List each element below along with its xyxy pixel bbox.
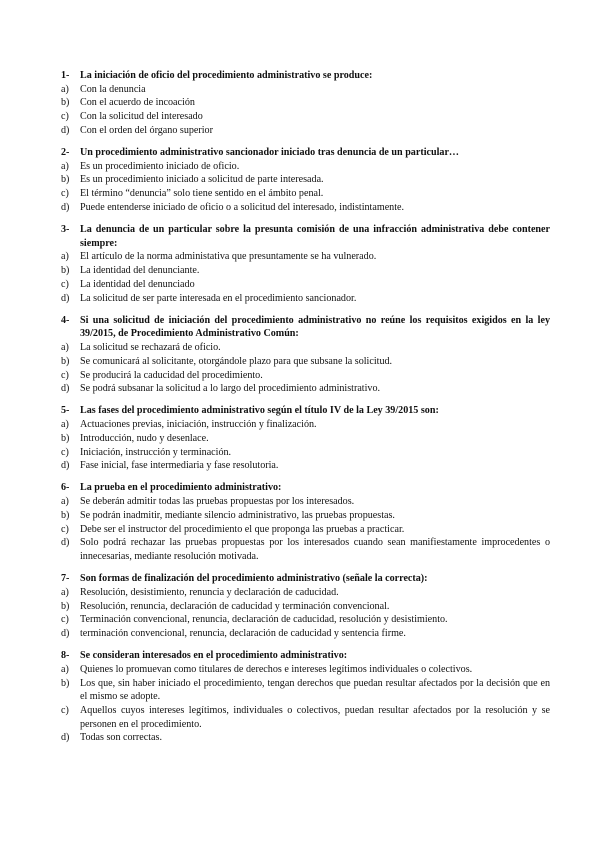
question-block — [61, 314, 550, 396]
option-letter: c) — [61, 446, 69, 458]
option-text: Debe ser el instructor del procedimiento el que proponga las pruebas a practicar. — [80, 523, 405, 535]
question-text: Las fases del procedimiento administrativo según el título IV de la Ley 39/2015 son: — [80, 405, 439, 417]
question-text: La denuncia de un particular sobre la presunta comisión de una infracción administrativa debe contener siempre: — [80, 224, 550, 249]
question-block — [61, 649, 550, 745]
question-heading — [61, 69, 550, 83]
option-text: Quienes lo promuevan como titulares de derechos e intereses legítimos individuales o colectivos. — [80, 663, 473, 675]
option-letter: c) — [61, 369, 69, 381]
option-letter: a) — [61, 663, 69, 675]
answer-option — [61, 459, 550, 473]
question-block — [61, 572, 550, 641]
question-block — [61, 481, 550, 563]
option-text: Se comunicará al solicitante, otorgándole plazo para que subsane la solicitud. — [80, 355, 393, 367]
answer-option — [61, 341, 550, 355]
option-letter: c) — [61, 111, 69, 123]
answer-option — [61, 627, 550, 641]
option-letter: b) — [61, 677, 70, 689]
question-number: 7- — [61, 573, 70, 585]
question-heading — [61, 649, 550, 663]
option-letter: d) — [61, 628, 70, 640]
answer-option — [61, 731, 550, 745]
option-letter: a) — [61, 419, 69, 431]
answer-option — [61, 201, 550, 215]
question-text: Se consideran interesados en el procedimiento administrativo: — [80, 650, 348, 662]
question-heading — [61, 572, 550, 586]
option-text: La solicitud de ser parte interesada en el procedimiento sancionador. — [80, 292, 357, 304]
answer-option — [61, 250, 550, 264]
option-text: La solicitud se rechazará de oficio. — [80, 342, 221, 354]
option-text: Todas son correctas. — [80, 732, 162, 744]
option-text: Puede entenderse iniciado de oficio o a solicitud del interesado, indistintamente. — [80, 201, 405, 213]
question-heading — [61, 223, 550, 250]
question-block — [61, 223, 550, 305]
answer-option — [61, 160, 550, 174]
question-text: Son formas de finalización del procedimiento administrativo (señale la correcta): — [80, 573, 428, 585]
option-letter: b) — [61, 509, 70, 521]
option-text: Se producirá la caducidad del procedimiento. — [80, 369, 263, 381]
answer-option — [61, 278, 550, 292]
option-letter: a) — [61, 160, 69, 172]
question-number: 3- — [61, 224, 70, 236]
option-letter: d) — [61, 292, 70, 304]
option-letter: b) — [61, 174, 70, 186]
option-letter: c) — [61, 705, 69, 717]
option-text: Resolución, desistimiento, renuncia y declaración de caducidad. — [80, 586, 339, 598]
answer-option — [61, 613, 550, 627]
option-text: Con la solicitud del interesado — [80, 111, 203, 123]
option-letter: d) — [61, 201, 70, 213]
question-number: 4- — [61, 314, 70, 326]
option-text: La identidad del denunciado — [80, 278, 195, 290]
answer-option — [61, 124, 550, 138]
question-heading — [61, 481, 550, 495]
option-text: La identidad del denunciante. — [80, 265, 200, 277]
option-text: El término “denuncia” solo tiene sentido en el ámbito penal. — [80, 188, 324, 200]
option-text: Se podrá subsanar la solicitud a lo largo del procedimiento administrativo. — [80, 383, 381, 395]
answer-option — [61, 418, 550, 432]
question-text: Si una solicitud de iniciación del procedimiento administrativo no reúne los requisitos exigidos en la ley 39/2015, de Procedimiento Administrativo Común: — [80, 314, 550, 340]
answer-option — [61, 704, 550, 731]
answer-option — [61, 173, 550, 187]
option-letter: c) — [61, 614, 69, 626]
option-letter: a) — [61, 83, 69, 95]
option-letter: d) — [61, 383, 70, 395]
option-letter: d) — [61, 537, 70, 549]
question-number: 1- — [61, 70, 70, 81]
answer-option — [61, 432, 550, 446]
question-number: 8- — [61, 650, 70, 662]
option-letter: b) — [61, 97, 70, 109]
option-letter: c) — [61, 523, 69, 535]
answer-option — [61, 586, 550, 600]
question-heading — [61, 404, 550, 418]
answer-option — [61, 355, 550, 369]
answer-option — [61, 96, 550, 110]
question-block — [61, 69, 550, 138]
option-letter: b) — [61, 432, 70, 444]
option-letter: d) — [61, 460, 70, 472]
answer-option — [61, 382, 550, 396]
option-text: Solo podrá rechazar las pruebas propuestas por los interesados cuando sean manifiestamente improcedentes o innecesarias, mediante resolución motivada. — [80, 537, 550, 562]
option-letter: b) — [61, 600, 70, 612]
question-heading — [61, 146, 550, 160]
option-letter: a) — [61, 586, 69, 598]
answer-option — [61, 369, 550, 383]
option-text: Se deberán admitir todas las pruebas propuestas por los interesados. — [80, 496, 355, 508]
option-text: El artículo de la norma administativa que presuntamente se ha vulnerado. — [80, 251, 377, 263]
option-text: Con el orden del órgano superior — [80, 124, 213, 136]
question-block — [61, 404, 550, 473]
answer-option — [61, 523, 550, 537]
answer-option — [61, 264, 550, 278]
option-text: Fase inicial, fase intermediaria y fase resolutoria. — [80, 460, 279, 472]
answer-option — [61, 509, 550, 523]
option-letter: d) — [61, 124, 70, 136]
option-letter: b) — [61, 355, 70, 367]
answer-option — [61, 677, 550, 704]
option-text: Es un procedimiento iniciado a solicitud de parte interesada. — [80, 174, 324, 186]
answer-option — [61, 536, 550, 563]
option-text: Con el acuerdo de incoación — [80, 97, 195, 109]
option-letter: b) — [61, 265, 70, 277]
option-letter: c) — [61, 188, 69, 200]
answer-option — [61, 110, 550, 124]
option-text: Terminación convencional, renuncia, declaración de caducidad, resolución y desistimiento. — [80, 614, 448, 626]
question-text: La iniciación de oficio del procedimiento administrativo se produce: — [80, 70, 373, 81]
option-text: Los que, sin haber iniciado el procedimiento, tengan derechos que puedan resultar afectados por la decisión que en el mismo se adopte. — [80, 677, 550, 703]
question-number: 5- — [61, 405, 70, 417]
option-text: Resolución, renuncia, declaración de caducidad y terminación convencional. — [80, 600, 390, 612]
answer-option — [61, 187, 550, 201]
answer-option — [61, 663, 550, 677]
option-text: Es un procedimiento iniciado de oficio. — [80, 160, 240, 172]
answer-option — [61, 292, 550, 306]
question-text: Un procedimiento administrativo sancionador iniciado tras denuncia de un particular… — [80, 147, 460, 159]
question-text: La prueba en el procedimiento administrativo: — [80, 482, 282, 494]
answer-option — [61, 446, 550, 460]
option-letter: d) — [61, 732, 70, 744]
option-text: terminación convencional, renuncia, declaración de caducidad y sentencia firme. — [80, 628, 406, 640]
answer-option — [61, 495, 550, 509]
option-text: Iniciación, instrucción y terminación. — [80, 446, 232, 458]
option-text: Introducción, nudo y desenlace. — [80, 432, 209, 444]
option-letter: a) — [61, 342, 69, 354]
option-text: Actuaciones previas, iniciación, instrucción y finalización. — [80, 419, 317, 431]
option-letter: a) — [61, 251, 69, 263]
option-letter: c) — [61, 278, 69, 290]
question-block — [61, 146, 550, 215]
answer-option — [61, 83, 550, 97]
question-number: 2- — [61, 147, 70, 159]
question-list — [61, 69, 550, 754]
option-letter: a) — [61, 496, 69, 508]
answer-option — [61, 600, 550, 614]
option-text: Aquellos cuyos intereses legítimos, individuales o colectivos, puedan resultar afectados por la resolución y se personen en el procedimiento. — [80, 705, 550, 730]
question-number: 6- — [61, 482, 70, 494]
option-text: Con la denuncia — [80, 83, 146, 95]
question-heading — [61, 314, 550, 341]
option-text: Se podrán inadmitir, mediante silencio administrativo, las pruebas propuestas. — [80, 509, 395, 521]
